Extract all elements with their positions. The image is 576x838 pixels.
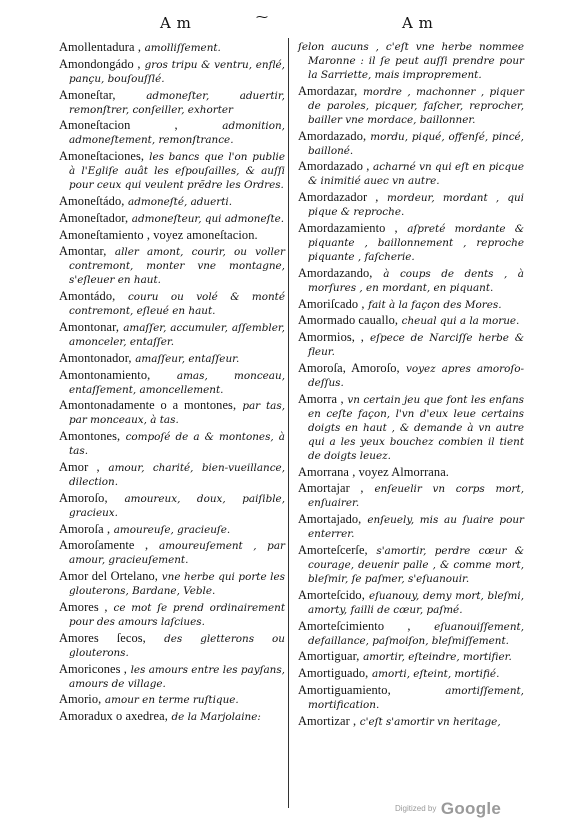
entry-headword: Amores , bbox=[59, 599, 108, 614]
entry-definition: les amours entre les payſans, amours de village. bbox=[69, 663, 285, 690]
dictionary-entry bbox=[298, 129, 524, 158]
entry-definition: ce mot ſe prend ordinairement pour des amours laſciues. bbox=[69, 601, 285, 628]
entry-definition: de la Marjolaine: bbox=[171, 711, 261, 724]
entry-definition: amoureuſe, gracieuſe. bbox=[113, 523, 231, 536]
entry-headword: Amollentadura , bbox=[59, 40, 142, 54]
entry-headword: Amorteſcimiento , bbox=[298, 618, 411, 633]
dictionary-entry bbox=[59, 118, 285, 147]
entry-definition: enſeuely, mis au ſuaire pour enterrer. bbox=[308, 514, 524, 541]
dictionary-entry bbox=[298, 40, 524, 82]
dictionary-entry bbox=[59, 368, 285, 397]
dictionary-entry bbox=[59, 491, 285, 520]
dictionary-entry bbox=[298, 481, 524, 510]
dictionary-entry bbox=[59, 211, 285, 226]
entry-definition: aſpreté mordante & piquante , baillonnement , reproche piquante , faſcherie. bbox=[308, 222, 524, 263]
entry-headword: Amordazado , bbox=[298, 159, 370, 174]
entry-headword: Amoricones , bbox=[59, 661, 127, 676]
google-logo-text: Google bbox=[440, 799, 502, 818]
right-column bbox=[298, 40, 524, 731]
entry-headword: Amordazado, bbox=[298, 128, 367, 143]
dictionary-entry bbox=[298, 512, 524, 541]
entry-headword: Amoroſo, bbox=[59, 490, 108, 505]
entry-definition: c'eſt s'amortir vn heritage, bbox=[359, 715, 501, 728]
dictionary-entry bbox=[298, 330, 524, 359]
entry-headword: Amondongádo , bbox=[59, 56, 141, 71]
entry-headword: Amormios, , bbox=[298, 330, 364, 345]
entry-definition: les bancs que l'on publie à l'Egliſe auât les eſpouſailles, & auſſi pour ceux qui veulent prẽdre les Ordres. bbox=[69, 151, 285, 192]
entry-definition: admoneſteur, qui admoneſte. bbox=[131, 212, 285, 225]
entry-headword: Amontádo, bbox=[59, 289, 116, 304]
entry-definition: amour en terme ruſtique. bbox=[104, 694, 239, 707]
entry-definition: eſpece de Narciſſe herbe & fleur. bbox=[308, 332, 525, 359]
entry-headword: Amortiguamiento, bbox=[298, 682, 391, 697]
entry-headword: Amorra , bbox=[298, 391, 344, 406]
entry-definition: eſuanouiſſement, defaillance, paſmoiſon, bleſmiſſement. bbox=[308, 620, 524, 647]
dictionary-entry bbox=[59, 320, 285, 349]
entry-definition: amortiſſement, mortification. bbox=[308, 684, 524, 711]
entry-definition: amaſſer, accumuler, aſſembler, amonceler, entaſſer. bbox=[69, 321, 285, 348]
entry-headword: Amormado cauallo, bbox=[298, 313, 399, 328]
entry-headword: Amoneſtádo, bbox=[59, 193, 125, 208]
entry-definition: amoureux, doux, paiſible, gracieux. bbox=[69, 492, 285, 519]
entry-headword: Amoroſamente , bbox=[59, 538, 149, 553]
dictionary-entry bbox=[59, 429, 285, 458]
entry-headword: Amontonador, bbox=[59, 350, 132, 365]
dictionary-entry bbox=[298, 588, 524, 617]
entry-headword: Amontonadamente o a montones, bbox=[59, 398, 237, 413]
entry-headword: Amoneſtacion , bbox=[59, 118, 178, 133]
left-column bbox=[59, 40, 285, 726]
dictionary-entry bbox=[298, 392, 524, 463]
entry-definition: couru ou volé & monté contremont, eſleué en haut. bbox=[69, 291, 285, 318]
entry-headword: Amortizar , bbox=[298, 713, 357, 728]
dictionary-entry bbox=[59, 351, 285, 366]
entry-definition: aller amont, courir, ou voller contremont, monter vne montagne, s'eſleuer en haut. bbox=[69, 246, 285, 287]
entry-headword: Amordazamiento , bbox=[298, 220, 398, 235]
dictionary-entry bbox=[59, 57, 285, 86]
dictionary-entry bbox=[298, 221, 524, 264]
entry-definition: à coups de dents , à morſures , en mordant, en piquant. bbox=[308, 267, 525, 294]
header-ornament: ⁓ bbox=[256, 10, 268, 24]
dictionary-entry bbox=[298, 313, 524, 328]
entry-headword: Amoneſtaciones, bbox=[59, 149, 145, 164]
entry-definition: cheual qui a la morue. bbox=[401, 315, 520, 328]
entry-headword: Amorteſcerſe, bbox=[298, 542, 368, 557]
dictionary-entry bbox=[298, 159, 524, 188]
entry-headword: Amor , bbox=[59, 459, 100, 474]
entry-headword: Amoneſtar, bbox=[59, 87, 116, 102]
entry-headword: Amorteſcido, bbox=[298, 587, 365, 602]
dictionary-entry bbox=[298, 465, 524, 480]
entry-definition: enſeuelir vn corps mort, enſuairer. bbox=[308, 483, 524, 510]
entry-headword: Amortiguado, bbox=[298, 666, 369, 681]
entry-definition: vne herbe qui porte les glouterons, Bardane, Veble. bbox=[69, 571, 285, 598]
dictionary-entry bbox=[298, 714, 524, 729]
entry-definition: amortir, eſteindre, mortifier. bbox=[363, 651, 512, 664]
entry-headword: Amontar, bbox=[59, 244, 107, 259]
entry-definition: mordu, piqué, offenſé, pincé, bailloné. bbox=[308, 130, 524, 157]
entry-definition: compoſé de a & montones, à tas. bbox=[69, 431, 285, 458]
entry-definition: eſuanouy, demy mort, bleſmi, amorty, failli de cœur, paſmé. bbox=[308, 589, 524, 616]
left-running-header: A m bbox=[160, 14, 192, 32]
entry-definition: amaſſeur, entaſſeur. bbox=[135, 352, 240, 365]
entry-definition: amoureuſement , par amour, gracieuſement. bbox=[69, 540, 285, 567]
dictionary-entry bbox=[59, 244, 285, 287]
entry-headword: Amoneſtador, bbox=[59, 210, 129, 225]
dictionary-entry bbox=[59, 149, 285, 192]
dictionary-entry bbox=[59, 40, 285, 55]
entry-definition: gros tripu & ventru, enflé, pançu, bouſouſſlé. bbox=[69, 58, 285, 85]
entry-definition: mordre , machonner , piquer de paroles, picquer, faſcher, reprocher, bailler vne mordace, baillonner. bbox=[308, 85, 524, 126]
dictionary-entry bbox=[59, 692, 285, 707]
dictionary-entry bbox=[298, 266, 524, 295]
digitized-watermark bbox=[395, 799, 501, 819]
entry-headword: Amoneſtamiento , voyez amoneſtacion. bbox=[59, 227, 258, 242]
entry-definition: mordeur, mordant , qui pique & reproche. bbox=[308, 192, 524, 219]
entry-headword: Amor del Ortelano, bbox=[59, 569, 158, 584]
entry-headword: Amontonamiento, bbox=[59, 367, 151, 382]
entry-definition: amolliſſement. bbox=[144, 42, 221, 54]
watermark-prefix: Digitized by bbox=[395, 804, 437, 813]
entry-definition: fait à la façon des Mores. bbox=[368, 298, 502, 311]
dictionary-entry bbox=[298, 649, 524, 664]
entry-headword: Amortajado, bbox=[298, 512, 362, 527]
dictionary-entry bbox=[59, 709, 285, 724]
dictionary-entry bbox=[298, 361, 524, 390]
entry-definition: amorti, eſteint, mortifié. bbox=[371, 668, 500, 681]
entry-definition: amas, monceau, entaſſement, amoncellement. bbox=[69, 369, 285, 396]
entry-definition: admoneſter, aduertir, remonſtrer, conſeiller, exhorter bbox=[69, 89, 285, 116]
dictionary-entry bbox=[59, 662, 285, 691]
entry-headword: Amores ſecos, bbox=[59, 630, 146, 645]
dictionary-entry bbox=[59, 194, 285, 209]
dictionary-entry bbox=[59, 631, 285, 660]
entry-headword: Amontonar, bbox=[59, 319, 120, 334]
dictionary-entry bbox=[298, 666, 524, 681]
column-divider bbox=[288, 38, 289, 808]
dictionary-entry bbox=[59, 460, 285, 489]
right-running-header: A m bbox=[402, 14, 434, 32]
dictionary-entry bbox=[59, 522, 285, 537]
entry-definition: des gletterons ou glouterons. bbox=[69, 632, 285, 659]
entry-headword: Amortiguar, bbox=[298, 649, 360, 664]
entry-headword: Amoroſa , bbox=[59, 521, 111, 536]
entry-definition: par tas, par monceaux, à tas. bbox=[69, 400, 286, 427]
dictionary-entry bbox=[298, 683, 524, 712]
dictionary-entry bbox=[59, 538, 285, 567]
entry-headword: Amordazando, bbox=[298, 265, 373, 280]
entry-headword: Amordazador , bbox=[298, 190, 379, 205]
entry-definition: ſelon aucuns , c'eſt vne herbe nommee Maronne : il ſe peut auſſi prendre pour la Sarriette, mais improprement. bbox=[298, 41, 524, 81]
entry-headword: Amortajar , bbox=[298, 481, 364, 496]
entry-definition: admoneſté, aduerti. bbox=[128, 195, 233, 208]
dictionary-entry bbox=[59, 228, 285, 243]
entry-definition: admonition, admoneſtement, remonſtrance. bbox=[69, 120, 285, 147]
entry-definition: vn certain jeu que font les enfans en ceſte façon, l'vn d'eux leue certains doigts en haut , & demande à vn autre qui a les yeux bouchez combien il tient de doigts leuez. bbox=[308, 393, 525, 462]
dictionary-entry bbox=[298, 619, 524, 648]
entry-definition: acharné vn qui eſt en picque & inimitié auec vn autre. bbox=[308, 161, 524, 188]
entry-headword: Amorrana , voyez Almorrana. bbox=[298, 464, 449, 479]
entry-headword: Amoriſcado , bbox=[298, 296, 365, 311]
dictionary-entry bbox=[59, 398, 285, 427]
dictionary-entry bbox=[59, 289, 285, 318]
dictionary-entry bbox=[298, 190, 524, 219]
entry-definition: s'amortir, perdre cœur & courage, deuenir palle , & comme mort, bleſmir, ſe paſmer, s'eſuanouir. bbox=[308, 544, 524, 585]
entry-headword: Amoroſa, Amoroſo, bbox=[298, 360, 400, 375]
entry-headword: Amontones, bbox=[59, 429, 121, 444]
entry-headword: Amoradux o axedrea, bbox=[59, 709, 168, 724]
dictionary-entry bbox=[298, 543, 524, 586]
dictionary-entry bbox=[298, 297, 524, 312]
entry-headword: Amorio, bbox=[59, 692, 102, 707]
entry-headword: Amordazar, bbox=[298, 83, 358, 98]
dictionary-entry bbox=[59, 569, 285, 598]
dictionary-entry bbox=[298, 84, 524, 127]
entry-definition: amour, charité, bien-vueillance, dilection. bbox=[69, 461, 285, 488]
dictionary-entry bbox=[59, 600, 285, 629]
dictionary-entry bbox=[59, 88, 285, 117]
entry-definition: voyez apres amoroſo-deſſus. bbox=[308, 362, 524, 389]
